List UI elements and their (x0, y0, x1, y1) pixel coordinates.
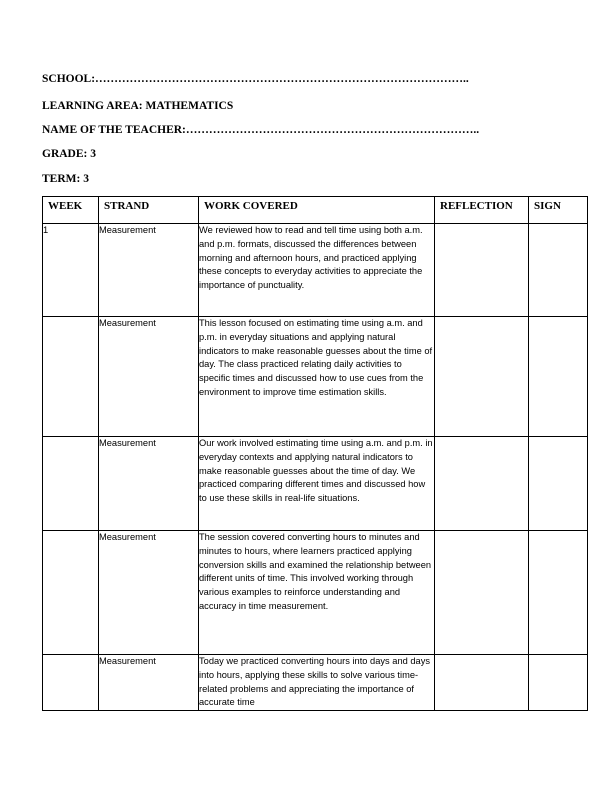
table-header-row (43, 197, 588, 224)
work-covered-table (42, 196, 588, 711)
sign-cell (529, 655, 588, 711)
week-cell: 1 (43, 224, 99, 317)
table-row (43, 317, 588, 437)
reflection-cell (435, 317, 529, 437)
table-row (43, 224, 588, 317)
table-row (43, 655, 588, 711)
sign-cell (529, 531, 588, 655)
week-cell (43, 437, 99, 531)
reflection-cell (435, 437, 529, 531)
week-cell (43, 317, 99, 437)
work-covered-cell: We reviewed how to read and tell time using both a.m. and p.m. formats, discussed the differences between morning and afternoon hours, and practiced applying these concepts to everyday activities to appreciate the importance of punctuality. (199, 224, 435, 317)
work-covered-cell: The session covered converting hours to minutes and minutes to hours, where learners practiced applying conversion skills and examined the relationship between different units of time. This involved working through various examples to reinforce understanding and accuracy in time measurement. (199, 531, 435, 655)
school-line: SCHOOL:…………………………………………………………………………………….. (42, 73, 469, 85)
work-covered-cell: Our work involved estimating time using a.m. and p.m. in everyday contexts and applying natural indicators to make reasonable guesses about the time of day. We practiced comparing different times and discussed how to use these skills in real-life situations. (199, 437, 435, 531)
teacher-name-line: NAME OF THE TEACHER:………………………………………………………………….. (42, 124, 480, 136)
strand-cell: Measurement (99, 531, 199, 655)
strand-cell: Measurement (99, 224, 199, 317)
strand-cell: Measurement (99, 317, 199, 437)
column-header-sign: SIGN (529, 197, 588, 224)
term-line: TERM: 3 (42, 173, 89, 185)
work-covered-cell: Today we practiced converting hours into days and days into hours, applying these skills to solve various time-related problems and appreciating the importance of accurate time (199, 655, 435, 711)
sign-cell (529, 437, 588, 531)
strand-cell: Measurement (99, 437, 199, 531)
sign-cell (529, 224, 588, 317)
grade-line: GRADE: 3 (42, 148, 96, 160)
work-covered-cell: This lesson focused on estimating time using a.m. and p.m. in everyday situations and applying natural indicators to make reasonable guesses about the time of day. The class practiced relating daily activities to specific times and discussed how to use cues from the environment to improve time estimation skills. (199, 317, 435, 437)
column-header-week: WEEK (43, 197, 99, 224)
sign-cell (529, 317, 588, 437)
column-header-strand: STRAND (99, 197, 199, 224)
reflection-cell (435, 531, 529, 655)
learning-area-line: LEARNING AREA: MATHEMATICS (42, 100, 234, 112)
column-header-reflection: REFLECTION (435, 197, 529, 224)
week-cell (43, 655, 99, 711)
column-header-work-covered: WORK COVERED (199, 197, 435, 224)
table-row (43, 437, 588, 531)
reflection-cell (435, 655, 529, 711)
strand-cell: Measurement (99, 655, 199, 711)
table-row (43, 531, 588, 655)
week-cell (43, 531, 99, 655)
reflection-cell (435, 224, 529, 317)
